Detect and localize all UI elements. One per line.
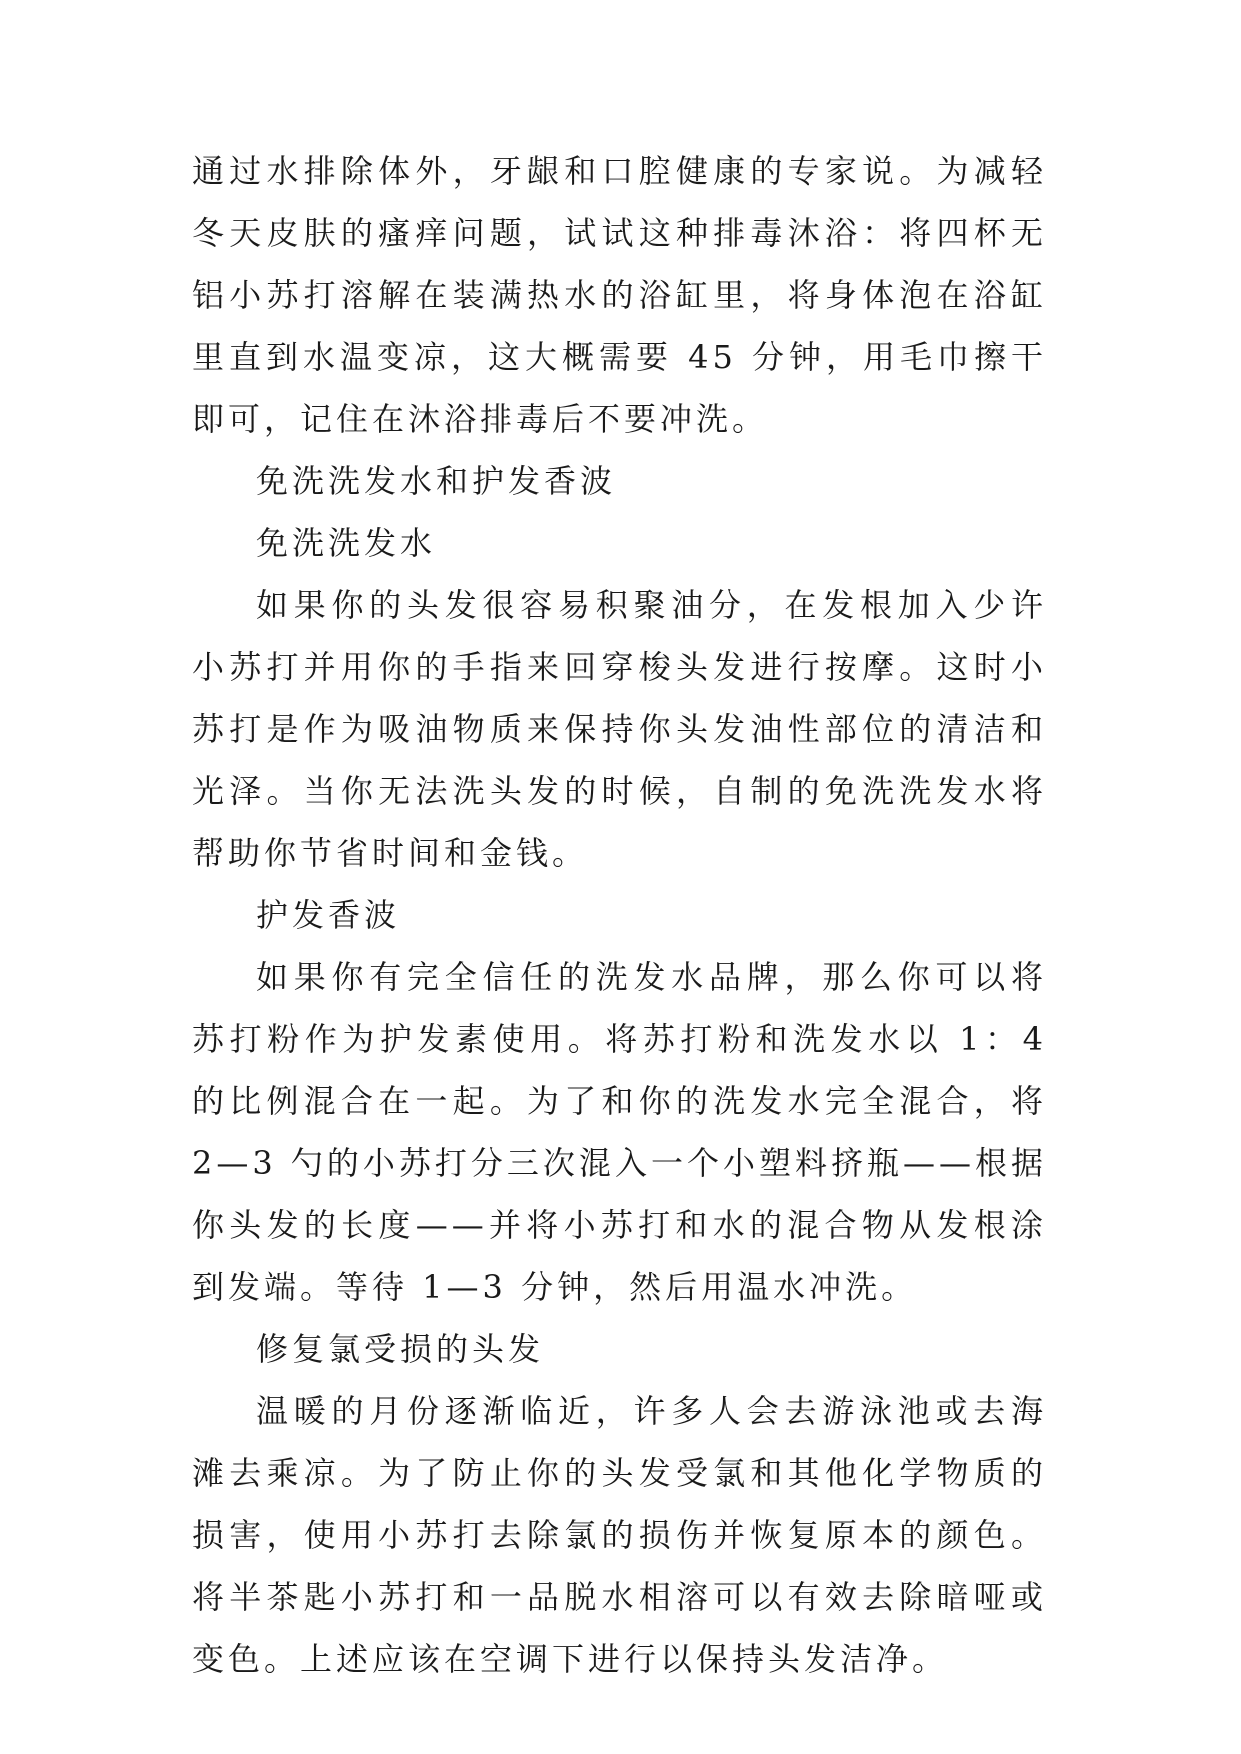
subheading-conditioner: 护发香波 [256,896,401,934]
paragraph-conditioner: 如果你有完全信任的洗发水品牌，那么你可以将苏打粉作为护发素使用。将苏打粉和洗发水以 1：4 的比例混合在一起。为了和你的洗发水完全混合，将 2—3 勺的小苏打分三次混入一个小塑料挤瓶——根据你头发的长度——并将小苏打和水的混合物从发根涂到发端。等待 1—3 分钟，然后用温水冲洗。 [192,958,1047,1306]
paragraph-bath-detox: 通过水排除体外，牙龈和口腔健康的专家说。为减轻冬天皮肤的瘙痒问题，试试这种排毒沐浴：将四杯无铝小苏打溶解在装满热水的浴缸里，将身体泡在浴缸里直到水温变凉，这大概需要 45 分钟，用毛巾擦干即可，记住在沐浴排毒后不要冲洗。 [192,152,1047,438]
subheading-chlorine-repair: 修复氯受损的头发 [256,1330,545,1368]
paragraph-dry-shampoo: 如果你的头发很容易积聚油分，在发根加入少许小苏打并用你的手指来回穿梭头发进行按摩。这时小苏打是作为吸油物质来保持你头发油性部位的清洁和光泽。当你无法洗头发的时候，自制的免洗洗发水将帮助你节省时间和金钱。 [192,586,1047,872]
subheading-dry-shampoo: 免洗洗发水 [256,524,437,562]
paragraph-chlorine-repair: 温暖的月份逐渐临近，许多人会去游泳池或去海滩去乘凉。为了防止你的头发受氯和其他化学物质的损害，使用小苏打去除氯的损伤并恢复原本的颜色。将半茶匙小苏打和一品脱水相溶可以有效去除暗哑或变色。上述应该在空调下进行以保持头发洁净。 [192,1392,1047,1678]
document-body [192,140,1047,1690]
section-heading-shampoo-and-conditioner: 免洗洗发水和护发香波 [256,462,617,500]
